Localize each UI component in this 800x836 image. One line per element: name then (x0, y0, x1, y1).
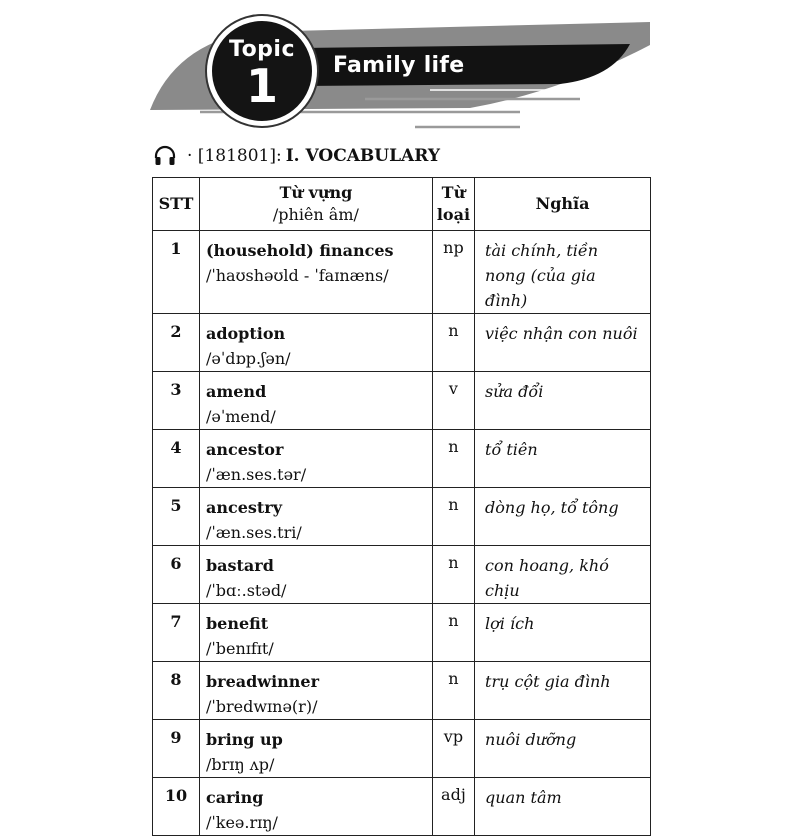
word-meaning: tổ tiên (475, 430, 651, 488)
header-word (199, 178, 432, 231)
word-cell (199, 546, 432, 604)
row-number: 9 (153, 720, 200, 778)
table-row (153, 314, 651, 372)
word-cell (199, 720, 432, 778)
word-type: np (432, 231, 474, 314)
row-number: 6 (153, 546, 200, 604)
vocab-word: adoption (205, 324, 286, 343)
row-number: 5 (153, 488, 200, 546)
word-type: vp (432, 720, 474, 778)
section-header (153, 143, 440, 169)
word-meaning: tài chính, tiền nong (của gia đình) (475, 231, 651, 314)
table-row (153, 372, 651, 430)
word-meaning: trụ cột gia đình (475, 662, 651, 720)
word-cell (199, 488, 432, 546)
vocab-ipa: /ˈbredwɪnə(r)/ (205, 697, 318, 716)
vocab-word: caring (205, 788, 264, 807)
topic-number: 1 (245, 59, 278, 113)
vocab-word: benefit (205, 614, 269, 633)
word-meaning: quan tâm (475, 778, 651, 836)
word-type: n (432, 488, 474, 546)
header-word-title: Từ vựng (279, 183, 353, 202)
vocab-ipa: /ˈæn.ses.tər/ (205, 465, 307, 484)
row-number: 3 (153, 372, 200, 430)
table-row (153, 778, 651, 836)
vocab-word: bring up (205, 730, 283, 749)
vocabulary-table (152, 177, 651, 836)
word-meaning: sửa đổi (475, 372, 651, 430)
topic-banner (0, 0, 800, 140)
vocab-word: (household) finances (205, 241, 394, 260)
row-number: 1 (153, 231, 200, 314)
vocab-ipa: /əˈdɒp.ʃən/ (205, 349, 291, 368)
topic-title: Family life (333, 53, 465, 78)
word-meaning: lợi ích (475, 604, 651, 662)
word-cell (199, 314, 432, 372)
word-cell (199, 778, 432, 836)
table-row (153, 231, 651, 314)
header-type (432, 178, 474, 231)
word-meaning: việc nhận con nuôi (475, 314, 651, 372)
header-stt: STT (153, 178, 200, 231)
word-cell (199, 231, 432, 314)
table-row (153, 662, 651, 720)
word-type: n (432, 430, 474, 488)
vocab-ipa: /brɪŋ ʌp/ (205, 755, 275, 774)
table-row (153, 488, 651, 546)
table-row (153, 546, 651, 604)
row-number: 7 (153, 604, 200, 662)
section-title: I. VOCABULARY (285, 146, 440, 166)
topic-label: Topic (228, 37, 296, 62)
vocab-word: breadwinner (205, 672, 320, 691)
row-number: 2 (153, 314, 200, 372)
table-header-row (153, 178, 651, 231)
word-cell (199, 604, 432, 662)
table-row (153, 430, 651, 488)
row-number: 10 (153, 778, 200, 836)
row-number: 8 (153, 662, 200, 720)
word-type: n (432, 662, 474, 720)
header-meaning: Nghĩa (475, 178, 651, 231)
vocab-word: bastard (205, 556, 274, 575)
word-meaning: con hoang, khó chịu (475, 546, 651, 604)
vocab-word: amend (205, 382, 267, 401)
vocab-ipa: /ˈkeə.rɪŋ/ (205, 813, 278, 832)
word-cell (199, 430, 432, 488)
table-row (153, 604, 651, 662)
word-cell (199, 662, 432, 720)
word-type: n (432, 546, 474, 604)
vocab-word: ancestor (205, 440, 284, 459)
word-meaning: nuôi dưỡng (475, 720, 651, 778)
table-row (153, 720, 651, 778)
topic-badge (207, 16, 317, 126)
vocab-ipa: /ˈhaʊshəʊld - ˈfaɪnæns/ (205, 266, 389, 285)
vocab-ipa: /ˈbenɪfɪt/ (205, 639, 274, 658)
headphones-icon[interactable] (153, 144, 177, 168)
word-type: n (432, 314, 474, 372)
vocab-ipa: /ˈæn.ses.tri/ (205, 523, 302, 542)
header-type-line2: loại (436, 205, 471, 224)
vocab-word: ancestry (205, 498, 282, 517)
header-type-line1: Từ (441, 183, 466, 202)
header-word-ipa: /phiên âm/ (272, 205, 359, 224)
vocab-ipa: /ˈbɑː.stəd/ (205, 581, 287, 600)
word-type: n (432, 604, 474, 662)
word-type: adj (432, 778, 474, 836)
word-meaning: dòng họ, tổ tông (475, 488, 651, 546)
word-cell (199, 372, 432, 430)
word-type: v (432, 372, 474, 430)
row-number: 4 (153, 430, 200, 488)
vocab-ipa: /əˈmend/ (205, 407, 276, 426)
audio-track-code: · [181801]: (187, 146, 282, 166)
